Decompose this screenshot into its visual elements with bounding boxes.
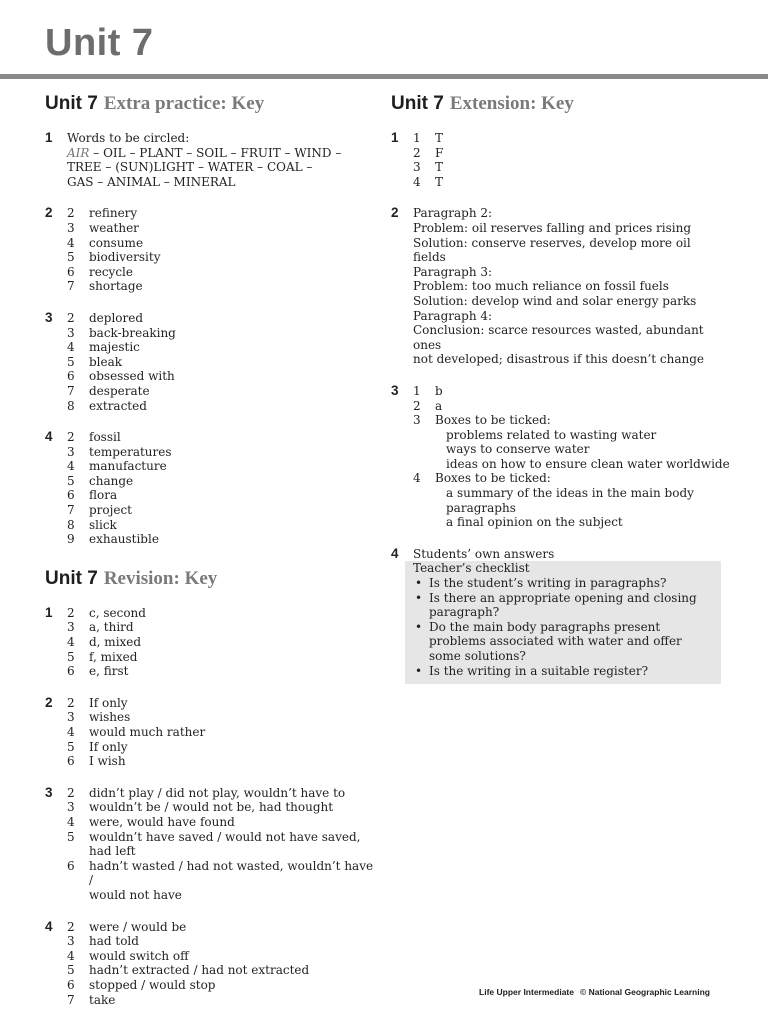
- answer-row: [67, 830, 375, 845]
- item-answer: manufacture: [89, 459, 167, 474]
- item-answer: a, third: [89, 620, 134, 635]
- indent-spacer: [67, 888, 89, 903]
- footer-publisher: © National Geographic Learning: [579, 987, 710, 997]
- item-answer: F: [435, 145, 444, 160]
- section-unit: Unit 7: [45, 93, 98, 114]
- item-number: 3: [67, 800, 75, 815]
- answer-row: [67, 664, 375, 679]
- item-answer: deplored: [89, 310, 144, 325]
- exercise-number: 1: [45, 130, 53, 145]
- item-number: 4: [67, 235, 75, 250]
- ep-exercise-4: [45, 430, 375, 547]
- item-answer: change: [89, 473, 134, 488]
- item-answer: would switch off: [89, 948, 189, 963]
- answer-row: [67, 725, 375, 740]
- item-number: 6: [67, 369, 75, 384]
- item-number: 1: [413, 383, 421, 398]
- item-number: 4: [67, 635, 75, 650]
- answer-line: Conclusion: scarce resources wasted, abundant ones: [413, 323, 704, 352]
- section-unit: Unit 7: [45, 567, 98, 589]
- ep1-air: AIR: [67, 145, 90, 160]
- right-column: [391, 92, 731, 701]
- answer-row: [67, 800, 375, 815]
- item-answer: refinery: [89, 206, 138, 221]
- ep1-line1: [67, 146, 375, 161]
- answer-row: [67, 635, 375, 650]
- answer-row: [67, 993, 375, 1008]
- answer-row: [413, 384, 731, 399]
- exercise-number: 4: [45, 429, 53, 445]
- answer-row-continued: [67, 844, 375, 859]
- answer-line: not developed; disastrous if this doesn’t change: [413, 352, 705, 367]
- item-number: 4: [67, 948, 75, 963]
- item-answer: were / would be: [89, 919, 187, 934]
- item-answer: extracted: [89, 398, 147, 413]
- extension-heading: [391, 92, 731, 115]
- answer-line: Paragraph 2:: [413, 206, 493, 221]
- left-column: [45, 92, 375, 1024]
- exercise-number: 1: [45, 604, 53, 620]
- answer-row: [67, 311, 375, 326]
- ext-exercise-4: [391, 547, 731, 684]
- item-number: 4: [413, 174, 421, 189]
- item-answer: biodiversity: [89, 250, 161, 265]
- item-answer: If only: [89, 739, 128, 754]
- item-number: 2: [67, 695, 75, 710]
- indent-spacer: [67, 844, 89, 859]
- item-number: 5: [67, 250, 75, 265]
- answer-line: fields: [413, 250, 446, 265]
- item-number: 2: [413, 398, 421, 413]
- item-answer: shortage: [89, 279, 143, 294]
- item-number: 4: [67, 340, 75, 355]
- revision-heading: [45, 567, 375, 590]
- sub-item: a summary of the ideas in the main body paragraphs: [446, 486, 694, 515]
- ep1-line2: TREE – (SUN)LIGHT – WATER – COAL –: [67, 160, 313, 175]
- answer-row: [413, 471, 731, 486]
- ep-exercise-3: [45, 311, 375, 413]
- item-number: 3: [67, 220, 75, 235]
- sub-item: ways to conserve water: [446, 442, 590, 457]
- item-answer: c, second: [89, 605, 146, 620]
- item-answer: wouldn’t be / would not be, had thought: [89, 800, 334, 815]
- ep-exercise-1: [45, 131, 375, 189]
- answer-row: [67, 488, 375, 503]
- item-answer: flora: [89, 488, 118, 503]
- section-unit: Unit 7: [391, 93, 444, 114]
- item-number: 1: [413, 131, 421, 145]
- section-title: Revision: Key: [103, 567, 218, 589]
- rev-exercise-1: [45, 606, 375, 679]
- ext-exercise-1: [391, 131, 731, 189]
- answer-row: [67, 532, 375, 547]
- item-answer: fossil: [89, 430, 121, 445]
- item-number: 5: [67, 473, 75, 488]
- answer-row: [413, 399, 731, 414]
- item-answer: majestic: [89, 340, 140, 355]
- item-number: 5: [67, 963, 75, 978]
- answer-row: [413, 175, 731, 190]
- item-answer-continued: had left: [89, 844, 136, 859]
- answer-row: [67, 206, 375, 221]
- sub-item: a final opinion on the subject: [446, 515, 623, 530]
- answer-row: [67, 859, 375, 888]
- item-number: 3: [67, 620, 75, 635]
- item-answer: weather: [89, 220, 139, 235]
- item-number: 8: [67, 398, 75, 413]
- answer-row: [67, 934, 375, 949]
- item-number: 2: [67, 919, 75, 934]
- item-answer: back-breaking: [89, 325, 176, 340]
- section-title: Extension: Key: [449, 93, 574, 114]
- item-number: 4: [413, 471, 421, 486]
- item-answer: f, mixed: [89, 649, 138, 664]
- answer-row: [67, 740, 375, 755]
- item-answer: would much rather: [89, 725, 206, 739]
- item-answer: temperatures: [89, 444, 172, 459]
- exercise-number: 2: [391, 205, 399, 221]
- item-answer: didn’t play / did not play, wouldn’t have to: [89, 785, 346, 800]
- item-number: 8: [67, 517, 75, 532]
- answer-row: [67, 606, 375, 621]
- item-answer: d, mixed: [89, 635, 142, 650]
- exercise-number: 3: [45, 309, 53, 325]
- checklist-item: • Do the main body paragraphs present problems associated with water and offer some solutions?: [413, 620, 713, 664]
- answer-row-continued: [67, 888, 375, 903]
- item-number: 6: [67, 664, 75, 679]
- item-number: 3: [413, 413, 421, 428]
- item-answer: recycle: [89, 264, 133, 279]
- item-answer: hadn’t wasted / had not wasted, wouldn’t have /: [89, 858, 374, 888]
- answer-row: [67, 326, 375, 341]
- item-answer: If only: [89, 695, 128, 710]
- item-number: 6: [67, 488, 75, 503]
- ext3-item4-sublist: [413, 486, 731, 530]
- students-own-answers: Students’ own answers: [413, 546, 555, 561]
- item-number: 2: [67, 785, 75, 800]
- exercise-number: 4: [45, 918, 53, 934]
- answer-row: [67, 978, 375, 993]
- answer-row: [413, 160, 731, 175]
- checklist-item: • Is there an appropriate opening and closing paragraph?: [413, 591, 713, 620]
- item-number: 6: [67, 754, 75, 769]
- ep1-line1-rest: – OIL – PLANT – SOIL – FRUIT – WIND –: [89, 145, 342, 160]
- exercise-number: 3: [45, 784, 53, 800]
- extra-practice-heading: [45, 92, 375, 115]
- ep1-intro: Words to be circled:: [67, 131, 190, 145]
- answer-row: [67, 384, 375, 399]
- item-number: 7: [67, 992, 75, 1007]
- item-number: 2: [67, 310, 75, 325]
- answer-row: [67, 696, 375, 711]
- answer-row: [67, 236, 375, 251]
- footer-book: Life Upper Intermediate: [479, 987, 574, 997]
- item-answer: hadn’t extracted / had not extracted: [89, 963, 310, 978]
- item-answer: T: [435, 174, 444, 189]
- sub-item: problems related to wasting water: [446, 427, 657, 442]
- answer-row: [67, 710, 375, 725]
- ep-exercise-2: [45, 206, 375, 294]
- item-answer: e, first: [89, 664, 129, 679]
- answer-row: [67, 265, 375, 280]
- item-answer: consume: [89, 235, 144, 250]
- answer-row: [67, 369, 375, 384]
- sub-item: ideas on how to ensure clean water worldwide: [446, 456, 730, 471]
- answer-row: [67, 399, 375, 414]
- item-answer: stopped / would stop: [89, 977, 216, 992]
- item-answer: obsessed with: [89, 369, 175, 384]
- exercise-number: 2: [45, 205, 53, 221]
- item-number: 3: [67, 934, 75, 949]
- checklist-title: Teacher’s checklist: [413, 561, 530, 576]
- answer-row: [67, 340, 375, 355]
- item-number: 6: [67, 264, 75, 279]
- teacher-checklist-box: [405, 561, 721, 684]
- item-number: 2: [413, 145, 421, 160]
- item-number: 2: [67, 206, 75, 221]
- answer-row: [67, 459, 375, 474]
- answer-row: [67, 920, 375, 935]
- item-answer: T: [435, 160, 444, 175]
- ep1-line3: GAS – ANIMAL – MINERAL: [67, 174, 236, 189]
- answer-line: Solution: develop wind and solar energy parks: [413, 293, 697, 308]
- checklist: [413, 576, 713, 678]
- item-number: 7: [67, 383, 75, 398]
- answer-row: [67, 650, 375, 665]
- answer-line: Paragraph 3:: [413, 264, 493, 279]
- item-number: 9: [67, 532, 75, 547]
- item-answer: Boxes to be ticked:: [435, 413, 551, 428]
- answer-row: [67, 430, 375, 445]
- item-number: 3: [67, 325, 75, 340]
- rev-exercise-4: [45, 920, 375, 1008]
- answer-row: [413, 413, 731, 428]
- answer-row: [67, 221, 375, 236]
- rev-exercise-3: [45, 786, 375, 903]
- item-answer: I wish: [89, 754, 126, 769]
- answer-row: [67, 279, 375, 294]
- answer-row: [67, 503, 375, 518]
- item-answer: bleak: [89, 354, 123, 369]
- answer-row: [413, 146, 731, 161]
- answer-row: [67, 815, 375, 830]
- item-answer: desperate: [89, 383, 150, 398]
- header-rule: [0, 74, 768, 79]
- item-number: 2: [67, 430, 75, 445]
- item-answer: wouldn’t have saved / would not have saved,: [89, 829, 361, 844]
- exercise-number: 1: [391, 130, 399, 145]
- rev-exercise-2: [45, 696, 375, 769]
- item-number: 3: [67, 710, 75, 725]
- answer-line: Paragraph 4:: [413, 308, 493, 323]
- item-answer: b: [435, 383, 443, 398]
- item-answer: were, would have found: [89, 814, 235, 829]
- item-number: 7: [67, 503, 75, 518]
- item-number: 7: [67, 279, 75, 294]
- section-title: Extra practice: Key: [103, 93, 265, 114]
- footer: [479, 987, 710, 997]
- ext-exercise-2: [391, 206, 731, 367]
- exercise-number: 2: [45, 694, 53, 710]
- answer-line: Solution: conserve reserves, develop more oil: [413, 235, 691, 250]
- answer-row: [67, 754, 375, 769]
- item-number: 5: [67, 354, 75, 369]
- answer-row: [67, 518, 375, 533]
- answer-row: [67, 620, 375, 635]
- item-number: 2: [67, 605, 75, 620]
- answer-row: [67, 963, 375, 978]
- item-number: 3: [67, 444, 75, 459]
- item-number: 5: [67, 739, 75, 754]
- item-number: 6: [67, 977, 75, 992]
- answer-line: Problem: too much reliance on fossil fuels: [413, 279, 669, 294]
- ext-exercise-3: [391, 384, 731, 530]
- exercise-number: 3: [391, 382, 399, 398]
- item-answer: exhaustible: [89, 532, 159, 547]
- item-number: 5: [67, 649, 75, 664]
- item-answer: Boxes to be ticked:: [435, 471, 551, 486]
- answer-row: [67, 474, 375, 489]
- checklist-item: • Is the writing in a suitable register?: [413, 664, 713, 679]
- item-answer: had told: [89, 934, 139, 949]
- item-answer-continued: would not have: [89, 887, 182, 902]
- item-answer: T: [435, 131, 444, 145]
- answer-row: [67, 949, 375, 964]
- answer-line: Problem: oil reserves falling and prices rising: [413, 220, 692, 235]
- item-answer: project: [89, 503, 133, 518]
- item-number: 4: [67, 459, 75, 474]
- answer-row: [67, 445, 375, 460]
- item-number: 4: [67, 725, 75, 739]
- page-title: Unit 7: [45, 22, 154, 64]
- ext3-item3-sublist: [413, 428, 731, 472]
- answer-row: [413, 131, 731, 146]
- item-answer: wishes: [89, 710, 131, 725]
- item-number: 3: [413, 160, 421, 175]
- item-answer: a: [435, 398, 443, 413]
- answer-row: [67, 786, 375, 801]
- answer-row: [67, 250, 375, 265]
- item-number: 5: [67, 829, 75, 844]
- item-number: 4: [67, 814, 75, 829]
- item-number: 6: [67, 858, 75, 873]
- checklist-item: • Is the student’s writing in paragraphs?: [413, 576, 713, 591]
- exercise-number: 4: [391, 545, 399, 561]
- answer-row: [67, 355, 375, 370]
- item-answer: take: [89, 992, 116, 1007]
- item-answer: slick: [89, 517, 117, 532]
